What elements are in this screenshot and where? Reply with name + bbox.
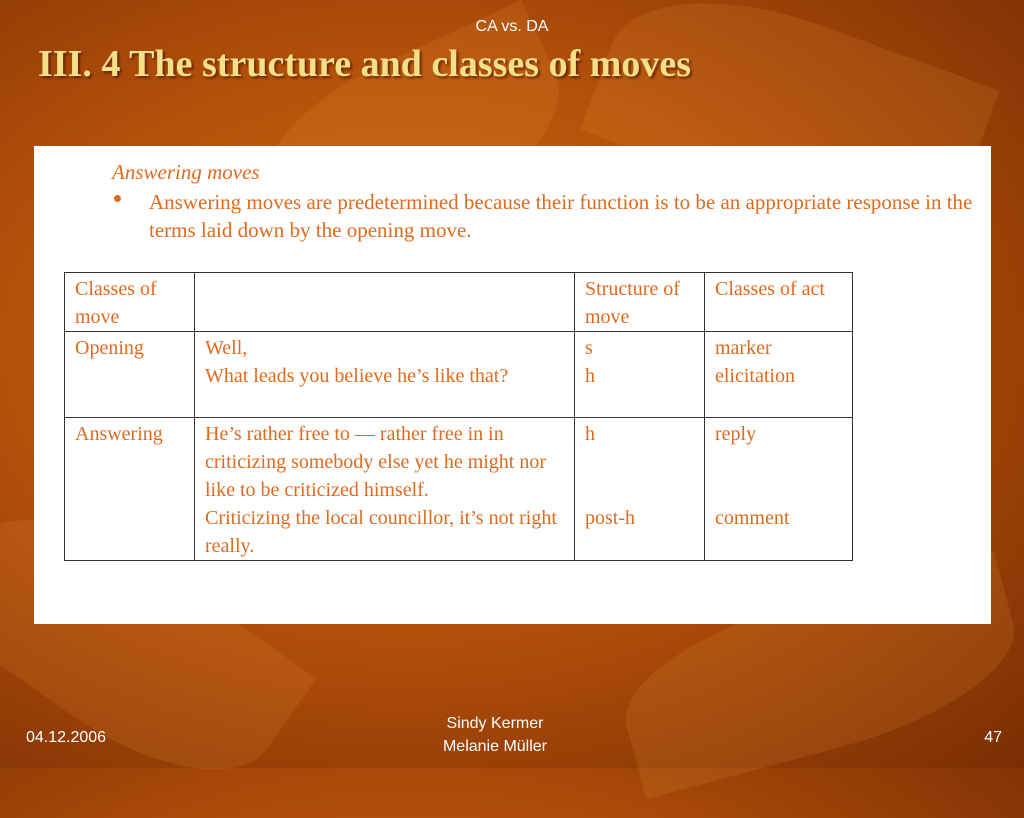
moves-table [64,272,853,561]
cell-spacer [585,448,694,504]
cell-spacer [715,448,842,504]
utterance-line: What leads you believe he’s like that? [205,365,509,387]
structure-value: h [585,365,595,387]
content-panel [34,146,991,624]
utterance-cell [195,418,575,561]
footer-author: Melanie Müller [442,738,548,755]
move-class-cell: Opening [65,332,195,418]
table-header-cell: Classes of move [65,273,195,332]
act-value: marker [715,337,772,359]
section-heading: Answering moves [112,160,260,184]
structure-value: h [585,423,595,445]
slide-header: CA vs. DA [475,18,549,35]
act-value: comment [715,507,790,529]
act-value: reply [715,423,757,445]
utterance-line: Criticizing the local councillor, it’s not right really. [205,507,557,557]
footer-authors [0,712,990,758]
table-header-cell [195,273,575,332]
utterance-line: He’s rather free to — rather free in in criticizing somebody else yet he might nor like to be criticized himself. [205,423,547,501]
structure-value: post-h [585,507,635,529]
table-row [65,418,853,561]
structure-value: s [585,337,593,359]
table-header-row [65,273,853,332]
act-class-cell [705,418,853,561]
footer-author: Sindy Kermer [446,715,544,732]
table-header-cell: Structure of move [575,273,705,332]
slide-title: III. 4 The structure and classes of moves [38,43,692,85]
table-header-cell: Classes of act [705,273,853,332]
utterance-line: Well, [205,337,248,359]
table-row [65,332,853,418]
bullet-icon [114,195,121,202]
page-number: 47 [984,729,1002,746]
bullet-text: Answering moves are predetermined because their function is to be an appropriate response in the terms laid down by the opening move. [149,190,973,242]
act-class-cell [705,332,853,418]
structure-cell [575,418,705,561]
structure-cell [575,332,705,418]
footer-date: 04.12.2006 [26,729,107,746]
move-class-cell: Answering [65,418,195,561]
act-value: elicitation [715,365,795,387]
utterance-cell [195,332,575,418]
